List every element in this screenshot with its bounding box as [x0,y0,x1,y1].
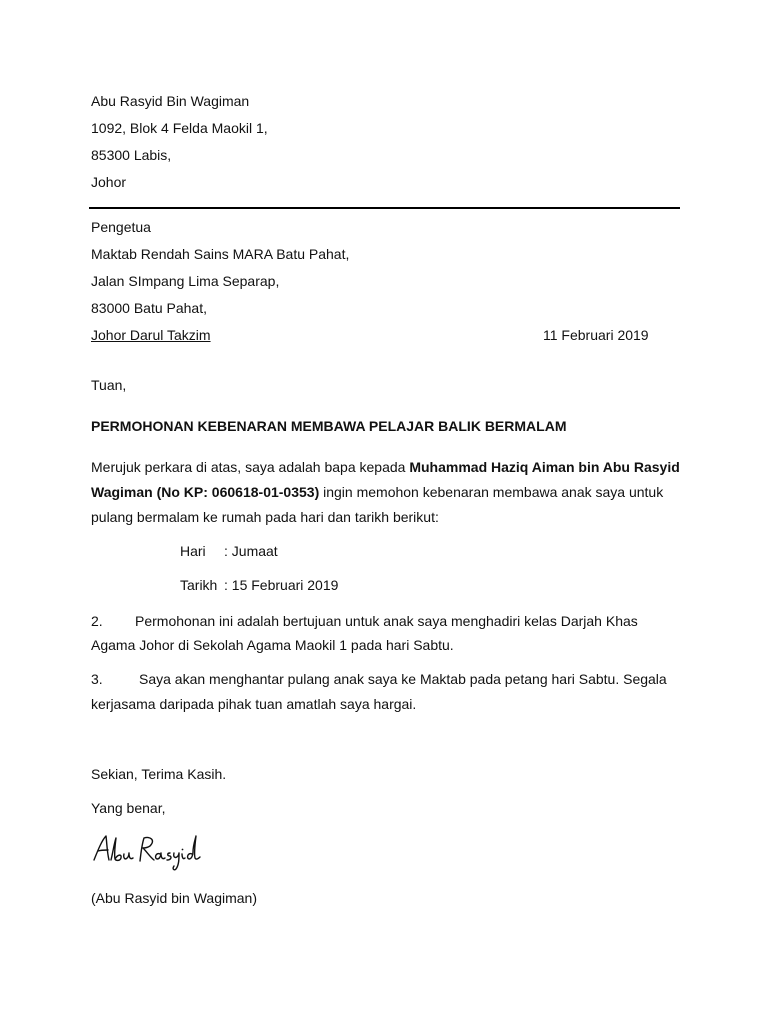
recipient-street: Jalan SImpang Lima Separap, [91,273,280,289]
intro-text-continued: ingin memohon kebenaran membawa anak saya untuk [319,484,664,500]
divider [89,207,680,209]
printed-name: (Abu Rasyid bin Wagiman) [91,890,257,906]
body-para3-line1 [91,671,667,687]
date-row [180,577,338,593]
sender-address-line2: 85300 Labis, [91,147,172,163]
salutation: Tuan, [91,377,127,393]
closing-line1: Sekian, Terima Kasih. [91,766,227,782]
handwritten-signature [92,832,202,872]
body-para3-line2: kerjasama daripada pihak tuan amatlah saya hargai. [91,696,417,712]
closing-line2: Yang benar, [91,800,166,816]
sender-address-line3: Johor [91,174,127,190]
recipient-title: Pengetua [91,219,151,235]
body-para1-line2 [91,484,663,500]
para2-number: 2. [91,613,103,629]
day-label: Hari [180,543,206,559]
body-para1-line3: pulang bermalam ke rumah pada hari dan tarikh berikut: [91,509,439,525]
date-value: : 15 Februari 2019 [224,577,339,593]
day-row [180,543,278,559]
para3-text1: Saya akan menghantar pulang anak saya ke Maktab pada petang hari Sabtu. Segala [139,671,667,687]
date-label: Tarikh [180,577,218,593]
sender-address-line1: 1092, Blok 4 Felda Maokil 1, [91,120,268,136]
subject-line: PERMOHONAN KEBENARAN MEMBAWA PELAJAR BALIK BERMALAM [91,418,567,434]
recipient-postcode-city: 83000 Batu Pahat, [91,300,207,316]
body-para1-line1 [91,459,680,475]
intro-text: Merujuk perkara di atas, saya adalah bapa kepada [91,459,410,475]
para3-number: 3. [91,671,103,687]
body-para2-line1 [91,613,638,629]
student-name: Muhammad Haziq Aiman bin Abu Rasyid [409,459,680,475]
body-para2-line2: Agama Johor di Sekolah Agama Maokil 1 pada hari Sabtu. [91,637,454,653]
sender-name: Abu Rasyid Bin Wagiman [91,93,250,109]
recipient-state: Johor Darul Takzim [91,327,211,343]
letter-date: 11 Februari 2019 [543,327,649,343]
day-value: : Jumaat [224,543,278,559]
recipient-institution: Maktab Rendah Sains MARA Batu Pahat, [91,246,350,262]
student-name-ic: Wagiman (No KP: 060618-01-0353) [91,484,320,500]
para2-text1: Permohonan ini adalah bertujuan untuk anak saya menghadiri kelas Darjah Khas [135,613,638,629]
